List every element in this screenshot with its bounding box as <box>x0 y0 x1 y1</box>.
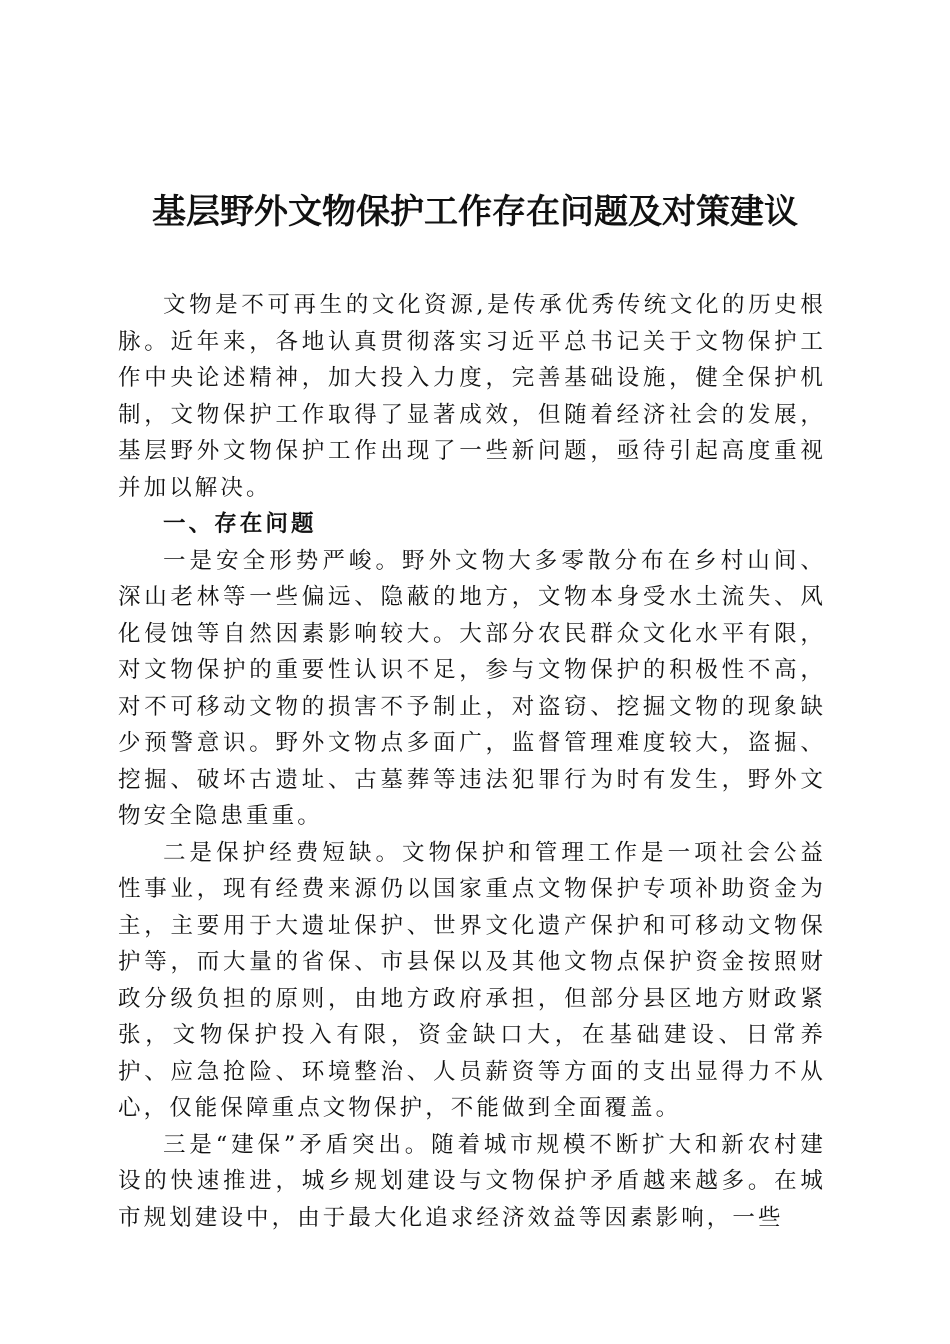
paragraph-funding: 二是保护经费短缺。文物保护和管理工作是一项社会公益性事业，现有经费来源仍以国家重点文物保护专项补助资金为主，主要用于大遗址保护、世界文化遗产保护和可移动文物保护等，而大量的省保、市县保以及其他文物点保护资金按照财政分级负担的原则，由地方政府承担，但部分县区地方财政紧张，文物保护投入有限，资金缺口大，在基础建设、日常养护、应急抢险、环境整治、人员薪资等方面的支出显得力不从心，仅能保障重点文物保护，不能做到全面覆盖。 <box>118 839 826 1121</box>
section-heading-problems: 一、存在问题 <box>163 511 317 537</box>
document-title: 基层野外文物保护工作存在问题及对策建议 <box>152 192 798 232</box>
paragraph-safety: 一是安全形势严峻。野外文物大多零散分布在乡村山间、深山老林等一些偏远、隐蔽的地方，文物本身受水土流失、风化侵蚀等自然因素影响较大。大部分农民群众文化水平有限，对文物保护的重要性认识不足，参与文物保护的积极性不高，对不可移动文物的损害不予制止，对盗窃、挖掘文物的现象缺少预警意识。野外文物点多面广，监督管理难度较大，盗掘、挖掘、破坏古遗址、古墓葬等违法犯罪行为时有发生，野外文物安全隐患重重。 <box>118 547 826 829</box>
intro-paragraph: 文物是不可再生的文化资源,是传承优秀传统文化的历史根脉。近年来，各地认真贯彻落实习近平总书记关于文物保护工作中央论述精神，加大投入力度，完善基础设施，健全保护机制，文物保护工作取得了显著成效，但随着经济社会的发展，基层野外文物保护工作出现了一些新问题，亟待引起高度重视并加以解决。 <box>118 292 826 501</box>
paragraph-construction: 三是“建保”矛盾突出。随着城市规模不断扩大和新农村建设的快速推进，城乡规划建设与文物保护矛盾越来越多。在城市规划建设中，由于最大化追求经济效益等因素影响，一些 <box>118 1131 826 1231</box>
document-body <box>118 287 826 1236</box>
